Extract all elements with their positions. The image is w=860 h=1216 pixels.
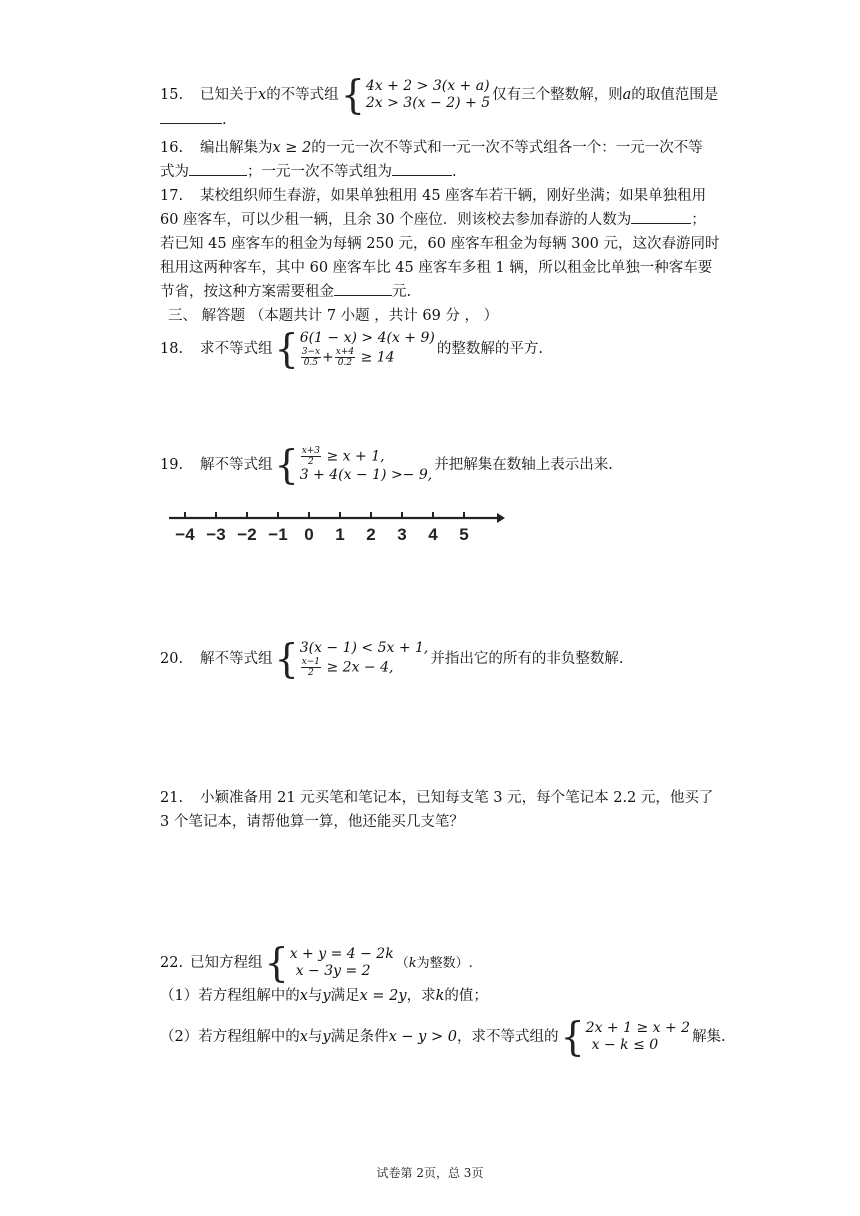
math-expr: x ≥ 2 <box>272 140 312 156</box>
answer-blank[interactable] <box>189 161 247 176</box>
number-line-label: −2 <box>237 525 257 544</box>
question-number: 15. <box>160 87 184 103</box>
text: ，求 <box>406 988 436 1004</box>
question-number: 19. <box>160 457 184 473</box>
number-line-label: 2 <box>366 525 376 544</box>
math-var: x <box>299 988 308 1004</box>
number-line-label: −4 <box>175 525 195 544</box>
text: 元. <box>392 284 412 300</box>
text: （ <box>395 956 409 971</box>
number-line-label: −3 <box>206 525 226 544</box>
question-19 <box>160 441 730 489</box>
text: 式为 <box>160 164 189 180</box>
text: 并指出它的所有的非负整数解. <box>430 651 624 667</box>
text: 解不等式组 <box>200 651 273 667</box>
text: ，求不等式组的 <box>456 1029 559 1045</box>
number-line-label: 4 <box>428 525 438 544</box>
inequality-system: { 4x + 2 > 3(x + a) 2x > 3(x − 2) + 5 <box>340 71 491 119</box>
math-var: y <box>322 988 331 1004</box>
text: 3 个笔记本，请帮他算一算，他还能买几支笔？ <box>160 814 464 830</box>
equation-1: x + y = 4 − 2k <box>289 946 394 962</box>
text: 为整数）. <box>416 956 473 971</box>
text: 某校组织师生春游，如果单独租用 45 座客车若干辆，刚好坐满；如果单独租用 <box>200 188 707 204</box>
number-line-label: 0 <box>304 525 314 544</box>
question-18 <box>160 325 730 373</box>
text: 求不等式组 <box>200 341 273 357</box>
inequality-2: $\frac{x-1}{2}$ ≥ 2x − 4, <box>301 657 394 678</box>
inequality-system: { 6(1 − x) > 4(x + 9) $\frac{3-x}{0.5}$ + $\frac{x+4}{0.2}$ ≥ 14 <box>274 325 435 373</box>
number-line-label: 5 <box>459 525 469 544</box>
text: 的一元一次不等式和一元一次不等式组各一个：一元一次不等 <box>311 140 703 156</box>
text: 满足 <box>330 988 360 1004</box>
inequality-2: x − k ≤ 0 <box>591 1037 659 1053</box>
inequality-2: $\frac{3-x}{0.5}$ + $\frac{x+4}{0.2}$ ≥ 14 <box>301 347 395 368</box>
number-line-label: 3 <box>397 525 407 544</box>
inequality-1: 3(x − 1) < 5x + 1, <box>299 640 429 656</box>
math-expr: x − y > 0 <box>388 1029 457 1045</box>
question-22-part-1 <box>160 984 760 1008</box>
text: 已知方程组 <box>190 955 263 971</box>
text: 的值； <box>444 988 488 1004</box>
text: （1）若方程组解中的 <box>160 988 300 1004</box>
equation-2: x − 3y = 2 <box>295 963 371 979</box>
number-line-arrow <box>497 513 505 523</box>
text: 若已知 45 座客车的租金为每辆 250 元，60 座客车租金为每辆 300 元，这次春游同时 <box>160 236 720 252</box>
number-line-label: 1 <box>335 525 345 544</box>
page-footer: 试卷第 2页，总 3页 <box>376 1166 484 1180</box>
text: 并把解集在数轴上表示出来. <box>434 457 613 473</box>
question-17 <box>160 184 730 304</box>
text: 满足条件 <box>330 1029 389 1045</box>
inequality-2: 3 + 4(x − 1) >− 9, <box>299 467 433 483</box>
math-var: a <box>622 87 632 103</box>
text: 与 <box>307 1029 323 1045</box>
question-16 <box>160 136 730 184</box>
text: 解集. <box>692 1029 726 1045</box>
text: 的不等式组 <box>266 87 339 103</box>
answer-blank[interactable] <box>334 281 392 296</box>
equation-system: { x + y = 4 − 2k x − 3y = 2 <box>264 939 394 987</box>
text: 租用这两种客车，其中 60 座客车比 45 座客车多租 1 辆，所以租金比单独一种客车要 <box>160 260 713 276</box>
math-var: x <box>258 87 267 103</box>
text: ； <box>691 212 706 228</box>
answer-blank[interactable] <box>392 161 452 176</box>
math-var: y <box>322 1029 331 1045</box>
text: 的整数解的平方. <box>436 341 543 357</box>
text: 仅有三个整数解，则 <box>492 87 623 103</box>
text: 与 <box>307 988 323 1004</box>
math-var: k <box>408 956 417 971</box>
math-var: k <box>435 988 445 1004</box>
question-20 <box>160 635 730 683</box>
text: 节省，按这种方案需要租金 <box>160 284 334 300</box>
text: 解不等式组 <box>200 457 273 473</box>
math-var: x <box>299 1029 308 1045</box>
inequality-1: 4x + 2 > 3(x + a) <box>365 78 490 94</box>
inequality-2: 2x > 3(x − 2) + 5 <box>365 95 491 111</box>
text: 编出解集为 <box>200 140 273 156</box>
answer-blank[interactable] <box>160 109 222 124</box>
inequality-system: { 2x + 1 ≥ x + 2 x − k ≤ 0 <box>560 1013 691 1061</box>
question-number: 22. <box>160 955 184 971</box>
question-21 <box>160 786 730 834</box>
math-expr: x = 2y <box>359 988 407 1004</box>
number-line-labels <box>175 525 468 544</box>
number-line <box>165 500 510 550</box>
text: 60 座客车，可以少租一辆，且余 30 个座位．则该校去参加春游的人数为 <box>160 212 632 228</box>
inequality-1: 2x + 1 ≥ x + 2 <box>585 1020 691 1036</box>
question-number: 16. <box>160 140 184 156</box>
inequality-system: { $\frac{x+3}{2}$ ≥ x + 1, 3 + 4(x − 1) >− 9, <box>274 441 433 489</box>
question-number: 18. <box>160 341 184 357</box>
inequality-1: 6(1 − x) > 4(x + 9) <box>299 330 435 346</box>
question-22-part-2 <box>160 1013 760 1061</box>
text: ；一元一次不等式组为 <box>247 164 392 180</box>
inequality-1: $\frac{x+3}{2}$ ≥ x + 1, <box>301 446 385 467</box>
inequality-system: { 3(x − 1) < 5x + 1, $\frac{x-1}{2}$ ≥ 2x − 4, <box>274 635 429 683</box>
text: 已知关于 <box>200 87 258 103</box>
question-number: 20. <box>160 651 184 667</box>
text: （2）若方程组解中的 <box>160 1029 300 1045</box>
answer-blank[interactable] <box>631 209 691 224</box>
question-15-answer-line <box>160 108 730 132</box>
number-line-label: −1 <box>268 525 288 544</box>
question-number: 21. <box>160 790 184 806</box>
section-heading: 三、 解答题 （本题共计 7 小题 ，共计 69 分 ， ） <box>168 308 499 324</box>
text: . <box>452 164 457 180</box>
text: 小颖准备用 21 元买笔和笔记本，已知每支笔 3 元，每个笔记本 2.2 元，他买了 <box>200 790 714 806</box>
question-22 <box>160 939 730 987</box>
question-number: 17. <box>160 188 184 204</box>
text: 的取值范围是 <box>631 87 719 103</box>
text: . <box>222 112 227 128</box>
